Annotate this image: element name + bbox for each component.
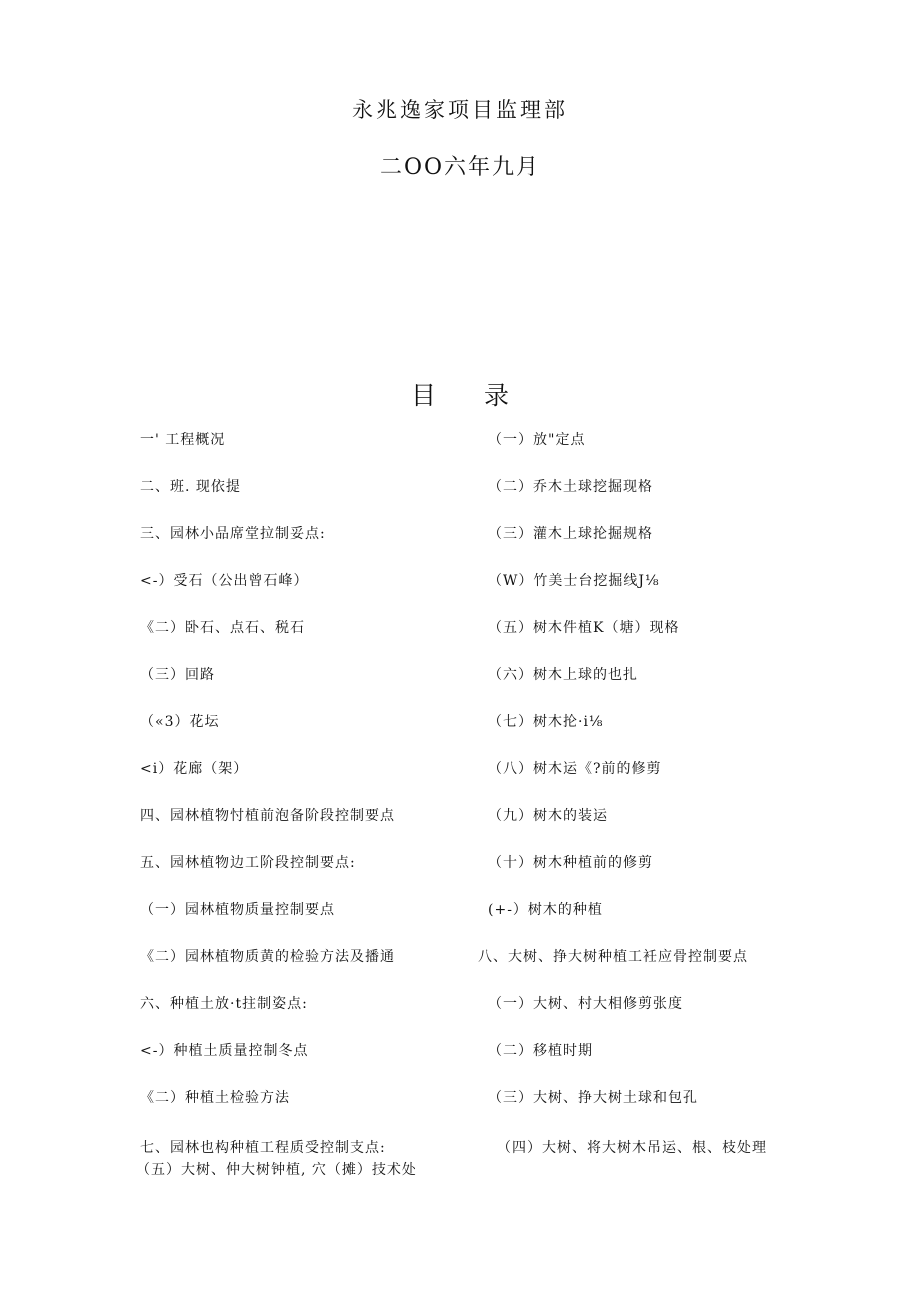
toc-entry: （八）树木运《?前的修剪: [488, 761, 662, 777]
toc-entry: 一' 工程概况: [140, 432, 226, 448]
toc-entry: <-）种植土质量控制冬点: [140, 1043, 309, 1059]
toc-entry: （一）放"定点: [488, 432, 586, 448]
toc-entry: 《二）种植土检验方法: [140, 1090, 290, 1106]
toc-entry: <-）受石（公出曾石峰）: [140, 573, 309, 589]
toc-entry: 四、园林植物忖植前泡备阶段控制要点: [140, 808, 395, 824]
toc-entry: 六、种植土放·t拄制姿点:: [140, 996, 308, 1012]
toc-entry: 五、园林植物边工阶段控制要点:: [140, 855, 356, 871]
toc-entry: 七、园林也构种植工程质受控制支点:: [140, 1140, 386, 1156]
toc-entry: （三）回路: [140, 667, 215, 683]
toc-entry: 二、班. 现依提: [140, 479, 241, 495]
toc-entry: （三）灌木上球抡掘规格: [488, 526, 653, 542]
toc-entry: 《二）园林植物质黄的检验方法及播通: [140, 949, 395, 965]
toc-title: 目 录: [411, 381, 509, 410]
toc-entry: （六）树木上球的也扎: [488, 667, 638, 683]
toc-entry: （W）竹美士台挖掘线J⅛: [488, 573, 660, 589]
toc-entry: （«3）花坛: [140, 714, 220, 730]
toc-entry: （二）乔木土球挖掘现格: [488, 479, 653, 495]
toc-entry: （七）树木抡·i⅛: [488, 714, 604, 730]
toc-entry: 三、园林小品席堂拉制妥点:: [140, 526, 326, 542]
toc-entry: （四）大树、将大树木吊运、根、枝处理: [497, 1140, 767, 1156]
toc-entry: （一）园林植物质量控制要点: [140, 902, 335, 918]
toc-entry: （五）树木件植K（塘）现格: [488, 620, 680, 636]
toc-entry: （二）移植时期: [488, 1043, 593, 1059]
toc-entry: （五）大树、仲大树钟植, 穴（摊）技术处: [136, 1162, 417, 1178]
toc-entry: （一）大树、村大相修剪张度: [488, 996, 683, 1012]
organization-name: 永兆逸家项目监理部: [352, 98, 568, 122]
toc-entry: 《二）卧石、点石、税石: [140, 620, 305, 636]
toc-entry: <i）花廊（架）: [140, 761, 249, 777]
toc-right-column: [478, 430, 858, 1135]
toc-entry: （九）树木的装运: [488, 808, 608, 824]
toc-entry: （三）大树、挣大树土球和包孔: [488, 1090, 698, 1106]
toc-left-column: [140, 430, 480, 1135]
document-date: 二OO六年九月: [379, 155, 541, 180]
toc-entry: 八、大树、挣大树种植工衽应骨控制要点: [478, 949, 748, 965]
toc-entry: （十）树木种植前的修剪: [488, 855, 653, 871]
toc-entry: (+-）树木的种植: [488, 902, 603, 918]
